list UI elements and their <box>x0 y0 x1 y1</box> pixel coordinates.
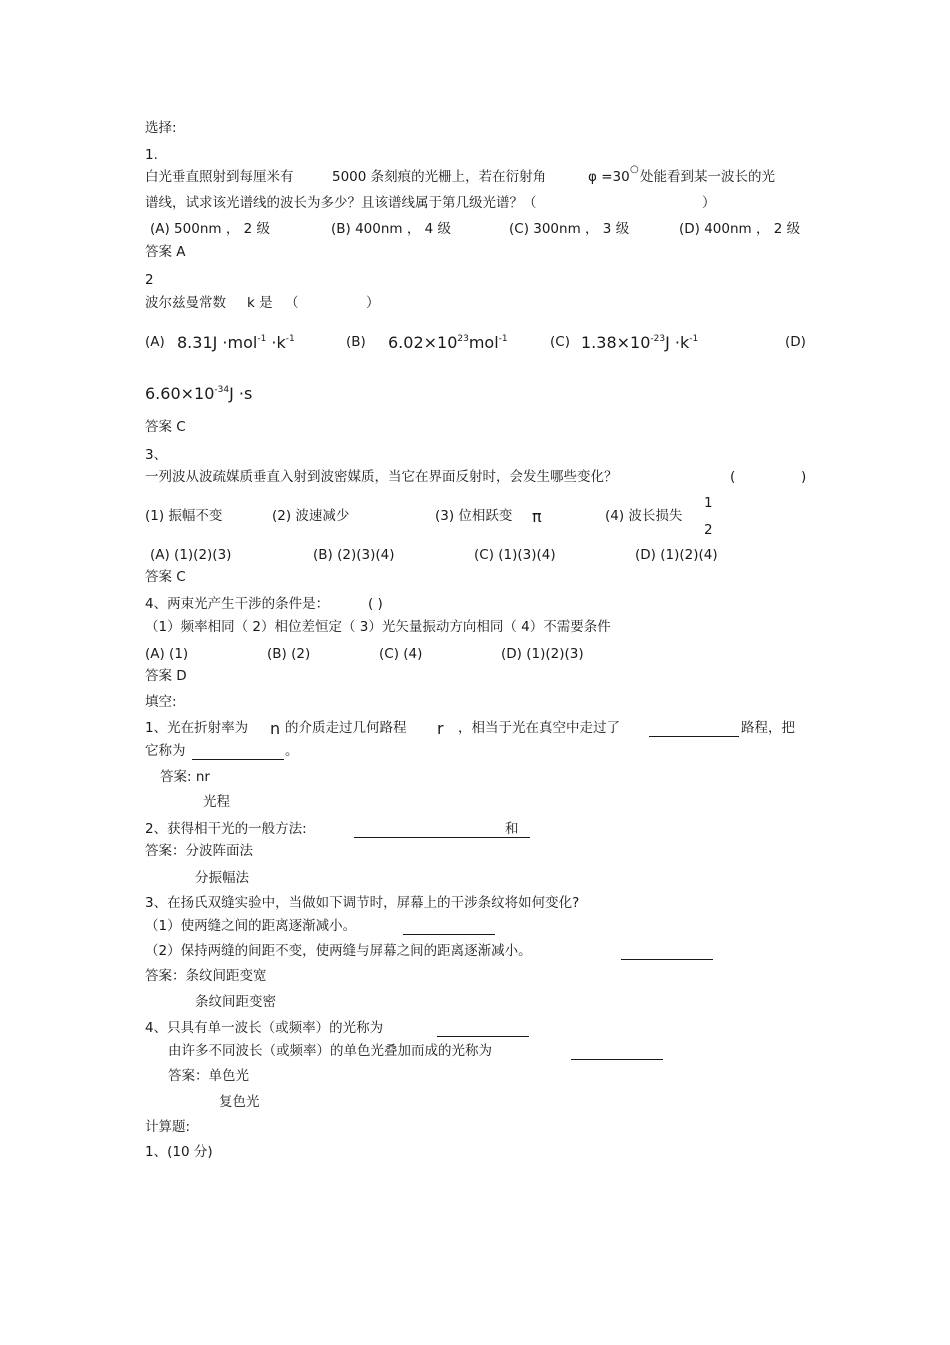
q4-option-a: (A) (1) <box>145 646 189 662</box>
q1-phi: φ =30 <box>588 169 630 185</box>
q1-stem-part3: 处能看到某一波长的光 <box>640 169 775 185</box>
f1-stem-line2: 它称为 <box>145 743 186 759</box>
q1-option-a: (A) 500nm ， 2 级 <box>150 221 270 237</box>
q3-stem: 一列波从波疏媒质垂直入射到波密媒质，当它在界面反射时，会发生哪些变化？ <box>145 469 618 485</box>
q4-option-c: (C) (4) <box>379 646 423 662</box>
q2-number: 2 <box>145 272 154 288</box>
f3-blank-2[interactable] <box>621 959 713 960</box>
f1-stem-part3: ，相当于光在真空中走过了 <box>458 720 620 736</box>
q3-item-2: (2) 波速减少 <box>272 508 350 524</box>
q2-option-c-value: $1.38\times 10^{-23}J \cdot k^{-1}$ <box>581 333 699 352</box>
f1-stem-part4: 路程，把 <box>741 720 795 736</box>
q4-paren: ( ) <box>368 596 383 612</box>
f2-blank[interactable] <box>354 837 530 838</box>
q4-option-b: (B) (2) <box>267 646 311 662</box>
q1-paren-close: ） <box>702 195 716 211</box>
q3-paren-open: ( <box>730 469 736 485</box>
f2-stem: 2、获得相干光的一般方法: <box>145 821 307 837</box>
q3-option-b: (B) (2)(3)(4) <box>313 547 395 563</box>
q1-answer: 答案 A <box>145 244 186 260</box>
f3-sub-2: （2）保持两缝的间距不变，使两缝与屏幕之间的距离逐渐减小。 <box>145 943 532 959</box>
q2-option-a-label: (A) <box>145 334 165 350</box>
f1-period: 。 <box>285 743 299 759</box>
section-choice: 选择: <box>145 120 177 136</box>
q2-paren-open: （ <box>285 295 299 311</box>
f1-blank-1[interactable] <box>649 736 739 737</box>
q3-item-1: (1) 振幅不变 <box>145 508 223 524</box>
q2-option-b-label: (B) <box>346 334 366 350</box>
q1-number: 1. <box>145 147 158 163</box>
f1-blank-2[interactable] <box>192 759 284 760</box>
q2-option-c-label: (C) <box>550 334 570 350</box>
f2-answer-1: 答案：分波阵面法 <box>145 843 253 859</box>
q1-option-c: (C) 300nm ， 3 级 <box>509 221 630 237</box>
f3-sub-1: （1）使两缝之间的距离逐渐减小。 <box>145 918 357 934</box>
f4-sub-1: 4、只具有单一波长（或频率）的光称为 <box>145 1020 384 1036</box>
q2-option-a-value: $8.31J \cdot mol^{-1} \cdot k^{-1}$ <box>177 333 295 352</box>
q3-fraction-numerator: 1 <box>704 495 713 511</box>
q4-option-d: (D) (1)(2)(3) <box>501 646 584 662</box>
q3-number: 3、 <box>145 447 168 463</box>
q2-option-d-value: $6.60\times 10^{-34}J \cdot s$ <box>145 384 253 403</box>
q3-answer: 答案 C <box>145 569 186 585</box>
f1-r: r <box>437 719 444 738</box>
q4-answer: 答案 D <box>145 668 187 684</box>
q1-degree: ○ <box>630 164 639 175</box>
f4-answer-1: 答案：单色光 <box>168 1068 249 1084</box>
q3-fraction-denominator: 2 <box>704 522 713 538</box>
q3-option-a: (A) (1)(2)(3) <box>150 547 232 563</box>
q3-option-d: (D) (1)(2)(4) <box>635 547 718 563</box>
f1-n: n <box>270 719 281 738</box>
f4-sub-2: 由许多不同波长（或频率）的单色光叠加而成的光称为 <box>168 1043 492 1059</box>
f2-answer-2: 分振幅法 <box>195 870 249 886</box>
q4-conditions: （1）频率相同（ 2）相位差恒定（ 3）光矢量振动方向相同（ 4）不需要条件 <box>145 619 611 635</box>
q4-stem: 4、两束光产生干涉的条件是： <box>145 596 330 612</box>
q2-stem-k: k 是 <box>247 295 273 311</box>
q1-stem-part1: 白光垂直照射到每厘米有 <box>145 169 294 185</box>
f1-stem-part1: 1、光在折射率为 <box>145 720 249 736</box>
f2-and: 和 <box>505 821 519 837</box>
q2-stem: 波尔兹曼常数 <box>145 295 226 311</box>
q3-item-4: (4) 波长损失 <box>605 508 683 524</box>
q3-option-c: (C) (1)(3)(4) <box>474 547 556 563</box>
f3-stem: 3、在扬氏双缝实验中，当做如下调节时，屏幕上的干涉条纹将如何变化? <box>145 895 580 911</box>
f1-stem-part2: 的介质走过几何路程 <box>285 720 407 736</box>
q3-paren-close: ) <box>801 469 807 485</box>
q1-stem-line2: 谱线，试求该光谱线的波长为多少？且该谱线属于第几级光谱？（ <box>145 195 537 211</box>
f3-answer-2: 条纹间距变密 <box>195 994 276 1010</box>
f3-blank-1[interactable] <box>403 934 495 935</box>
q1-option-b: (B) 400nm ， 4 级 <box>331 221 452 237</box>
q3-pi: π <box>532 507 542 526</box>
q3-item-3: (3) 位相跃变 <box>435 508 513 524</box>
section-calc: 计算题: <box>145 1119 191 1135</box>
f3-answer-1: 答案：条纹间距变宽 <box>145 968 267 984</box>
q1-stem-part2: 5000 条刻痕的光栅上，若在衍射角 <box>332 169 547 185</box>
f4-blank-2[interactable] <box>571 1059 663 1060</box>
f4-blank-1[interactable] <box>437 1036 529 1037</box>
q2-option-d-label: (D) <box>785 334 806 350</box>
q1-option-d: (D) 400nm ， 2 级 <box>679 221 801 237</box>
c1-stem: 1、(10 分) <box>145 1144 213 1160</box>
q2-option-b-value: $6.02\times 10^{23}mol^{-1}$ <box>388 333 508 352</box>
section-fill: 填空: <box>145 694 177 710</box>
f1-answer-1: 答案: nr <box>160 769 210 785</box>
q2-answer: 答案 C <box>145 419 186 435</box>
f1-answer-2: 光程 <box>203 794 230 810</box>
q2-paren-close: ） <box>366 295 380 311</box>
f4-answer-2: 复色光 <box>219 1094 260 1110</box>
